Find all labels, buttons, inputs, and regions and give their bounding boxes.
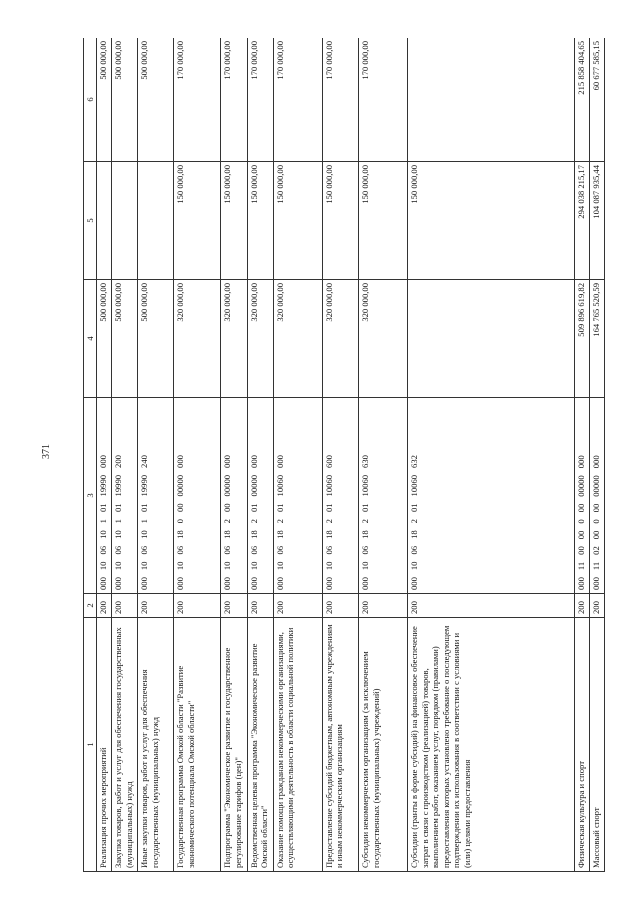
code-part: 00 <box>175 503 186 513</box>
row-type: 200 <box>97 594 112 618</box>
code-part: 01 <box>248 503 259 513</box>
code-part: 18 <box>175 530 186 539</box>
row-name: Предоставление субсидий бюджетным, автономным учреждениям и иным некоммерческим организациям <box>323 618 359 872</box>
row-type: 200 <box>174 594 221 618</box>
row-code <box>174 398 221 594</box>
code-part: 2 <box>324 519 334 524</box>
code-part: 000 <box>274 455 285 468</box>
code-part: 000 <box>591 455 602 469</box>
table-row <box>138 38 174 872</box>
code-part: 10060 <box>360 474 371 497</box>
code-part: 000 <box>409 577 420 590</box>
header-col-3: 3 <box>84 398 97 594</box>
code-part: 000 <box>222 577 233 590</box>
row-type: 200 <box>359 594 408 618</box>
table-row <box>408 38 575 872</box>
code-part: 000 <box>113 577 124 590</box>
code-part: 240 <box>139 455 150 468</box>
row-col6: 170 000,00 <box>273 38 322 162</box>
code-part: 10 <box>409 561 420 571</box>
code-part: 10 <box>324 561 334 571</box>
table-row <box>247 38 273 872</box>
table-row <box>174 38 221 872</box>
code-part: 18 <box>324 530 334 539</box>
row-col6: 170 000,00 <box>247 38 273 162</box>
code-part: 200 <box>113 455 124 468</box>
row-name: Государственная программа Омской области "Развитие экономического потенциала Омской области" <box>174 618 221 872</box>
row-code <box>138 398 174 594</box>
row-type: 200 <box>575 594 590 618</box>
code-part: 06 <box>248 545 259 555</box>
code-part: 01 <box>360 503 371 513</box>
row-col4: 500 000,00 <box>112 280 138 398</box>
budget-table <box>83 38 605 872</box>
row-col6: 500 000,00 <box>138 38 174 162</box>
code-part: 11 <box>591 561 602 571</box>
header-col-1: 1 <box>84 618 97 872</box>
table-row <box>575 38 590 872</box>
row-code <box>97 398 112 594</box>
row-col6: 500 000,00 <box>112 38 138 162</box>
code-part: 00000 <box>175 474 186 497</box>
code-part: 630 <box>360 455 371 468</box>
code-part: 01 <box>139 503 150 513</box>
code-part: 000 <box>222 455 233 468</box>
row-name: Подпрограмма "Экономическое развитие и государственное регулирование тарифов (цен)" <box>221 618 247 872</box>
row-col5: 150 000,00 <box>174 162 221 280</box>
code-part: 000 <box>576 455 587 469</box>
row-code <box>112 398 138 594</box>
row-name: Субсидии некоммерческим организациям (за исключением государственных (муниципальных) учреждений) <box>359 618 408 872</box>
code-part: 000 <box>360 577 371 590</box>
row-col5 <box>97 162 112 280</box>
row-name: Оказание помощи гражданам некоммерческими организациями, осуществляющими деятельность в области социальной политики <box>273 618 322 872</box>
row-col5: 150 000,00 <box>247 162 273 280</box>
row-col5: 150 000,00 <box>359 162 408 280</box>
row-col4: 320 000,00 <box>247 280 273 398</box>
code-part: 10 <box>98 530 109 539</box>
row-name: Субсидии (гранты в форме субсидий) на финансовое обеспечение затрат в связи с производством (реализацией) товаров, выполнением работ, оказанием услуг, порядком (правилами) предоставления которых установлено требование о последующем подтверждении их использования в соответствии с условиями и (или) целями предоставления <box>408 618 575 872</box>
header-col-4: 4 <box>84 280 97 398</box>
code-part: 18 <box>248 530 259 539</box>
row-col4: 164 765 520,59 <box>590 280 605 398</box>
code-part: 10 <box>175 561 186 571</box>
code-part: 2 <box>409 519 420 524</box>
page-number: 371 <box>41 444 52 459</box>
code-part: 01 <box>113 503 124 513</box>
code-part: 000 <box>274 577 285 590</box>
code-part: 000 <box>324 577 334 590</box>
row-code <box>273 398 322 594</box>
code-part: 000 <box>576 577 587 590</box>
row-name: Реализация прочих мероприятий <box>97 618 112 872</box>
code-part: 000 <box>139 577 150 590</box>
row-type: 200 <box>247 594 273 618</box>
code-part: 00 <box>576 530 587 540</box>
code-part: 11 <box>576 561 587 571</box>
row-col6: 60 677 585,15 <box>590 38 605 162</box>
code-part: 06 <box>139 545 150 555</box>
code-part: 600 <box>324 455 334 468</box>
row-col4: 500 000,00 <box>97 280 112 398</box>
row-col6: 170 000,00 <box>323 38 359 162</box>
code-part: 2 <box>274 519 285 524</box>
code-part: 10060 <box>274 474 285 497</box>
code-part: 06 <box>175 545 186 555</box>
code-part: 2 <box>360 519 371 524</box>
code-part: 18 <box>222 530 233 539</box>
code-part: 00 <box>576 503 587 513</box>
row-type: 200 <box>112 594 138 618</box>
code-part: 06 <box>324 545 334 555</box>
code-part: 10 <box>222 561 233 571</box>
code-part: 10 <box>98 561 109 571</box>
code-part: 000 <box>248 577 259 590</box>
code-part: 000 <box>98 577 109 590</box>
code-part: 00 <box>576 546 587 555</box>
row-col4: 320 000,00 <box>174 280 221 398</box>
row-col5: 150 000,00 <box>408 162 575 280</box>
code-part: 10 <box>113 561 124 571</box>
code-part: 00 <box>591 530 602 540</box>
code-part: 18 <box>409 530 420 539</box>
code-part: 19990 <box>113 474 124 497</box>
code-part: 01 <box>409 503 420 513</box>
code-part: 02 <box>591 546 602 555</box>
code-part: 000 <box>98 455 109 468</box>
row-col4 <box>408 280 575 398</box>
code-part: 06 <box>274 545 285 555</box>
table-row <box>221 38 247 872</box>
code-part: 0 <box>591 519 602 524</box>
code-part: 000 <box>175 577 186 590</box>
code-part: 00 <box>591 503 602 513</box>
row-code <box>408 398 575 594</box>
table-row <box>359 38 408 872</box>
row-type: 200 <box>323 594 359 618</box>
code-part: 06 <box>409 545 420 555</box>
code-part: 1 <box>139 519 150 524</box>
row-col5: 150 000,00 <box>221 162 247 280</box>
code-part: 10060 <box>409 474 420 497</box>
row-col4: 320 000,00 <box>273 280 322 398</box>
code-part: 000 <box>591 577 602 590</box>
code-part: 000 <box>175 455 186 468</box>
code-part: 18 <box>274 530 285 539</box>
table-row <box>97 38 112 872</box>
code-part: 06 <box>360 545 371 555</box>
row-col4: 320 000,00 <box>221 280 247 398</box>
row-name: Массовый спорт <box>590 618 605 872</box>
table-row <box>323 38 359 872</box>
code-part: 01 <box>324 503 334 513</box>
row-col6: 170 000,00 <box>359 38 408 162</box>
code-part: 0 <box>576 519 587 524</box>
row-col4: 320 000,00 <box>359 280 408 398</box>
row-name: Закупка товаров, работ и услуг для обеспечения государственных (муниципальных) нужд <box>112 618 138 872</box>
code-part: 10 <box>248 561 259 571</box>
code-part: 2 <box>248 519 259 524</box>
table-row <box>590 38 605 872</box>
code-part: 00000 <box>576 475 587 497</box>
row-type: 200 <box>221 594 247 618</box>
row-code <box>359 398 408 594</box>
code-part: 632 <box>409 455 420 468</box>
row-col4: 509 896 619,82 <box>575 280 590 398</box>
row-type: 200 <box>273 594 322 618</box>
table-row <box>273 38 322 872</box>
code-part: 00000 <box>591 475 602 497</box>
code-part: 2 <box>222 519 233 524</box>
row-col5: 104 087 935,44 <box>590 162 605 280</box>
code-part: 10 <box>274 561 285 571</box>
row-col6: 500 000,00 <box>97 38 112 162</box>
code-part: 06 <box>113 545 124 555</box>
code-part: 00 <box>222 503 233 513</box>
header-row <box>84 38 97 872</box>
code-part: 01 <box>274 503 285 513</box>
row-code <box>247 398 273 594</box>
code-part: 10 <box>139 561 150 571</box>
code-part: 000 <box>248 455 259 468</box>
row-col5: 150 000,00 <box>323 162 359 280</box>
row-type: 200 <box>138 594 174 618</box>
code-part: 10 <box>113 530 124 539</box>
row-col5: 150 000,00 <box>273 162 322 280</box>
row-code <box>575 398 590 594</box>
row-col5: 294 038 215,17 <box>575 162 590 280</box>
row-code <box>590 398 605 594</box>
row-name: Ведомственная целевая программа "Экономическое развитие Омской области" <box>247 618 273 872</box>
row-col5 <box>112 162 138 280</box>
row-name: Иные закупки товаров, работ и услуг для обеспечения государственных (муниципальных) нужд <box>138 618 174 872</box>
row-col6: 170 000,00 <box>221 38 247 162</box>
code-part: 1 <box>98 519 109 524</box>
code-part: 19990 <box>139 474 150 497</box>
row-code <box>221 398 247 594</box>
code-part: 19990 <box>98 474 109 497</box>
code-part: 10 <box>139 530 150 539</box>
code-part: 00000 <box>222 474 233 497</box>
row-code <box>323 398 359 594</box>
row-name: Физическая культура и спорт <box>575 618 590 872</box>
code-part: 06 <box>98 545 109 555</box>
row-col6: 170 000,00 <box>174 38 221 162</box>
table-row <box>112 38 138 872</box>
row-col6: 215 858 404,65 <box>575 38 590 162</box>
row-col4: 500 000,00 <box>138 280 174 398</box>
row-col5 <box>138 162 174 280</box>
rotated-table-content <box>83 38 605 872</box>
code-part: 10060 <box>324 474 334 497</box>
row-type: 200 <box>590 594 605 618</box>
code-part: 00000 <box>248 474 259 497</box>
code-part: 06 <box>222 545 233 555</box>
header-col-5: 5 <box>84 162 97 280</box>
header-col-2: 2 <box>84 594 97 618</box>
row-col4: 320 000,00 <box>323 280 359 398</box>
rotated-table-frame <box>83 38 605 872</box>
code-part: 0 <box>175 519 186 524</box>
code-part: 01 <box>98 503 109 513</box>
code-part: 10 <box>360 561 371 571</box>
code-part: 18 <box>360 530 371 539</box>
row-type: 200 <box>408 594 575 618</box>
code-part: 1 <box>113 519 124 524</box>
header-col-6: 6 <box>84 38 97 162</box>
row-col6 <box>408 38 575 162</box>
